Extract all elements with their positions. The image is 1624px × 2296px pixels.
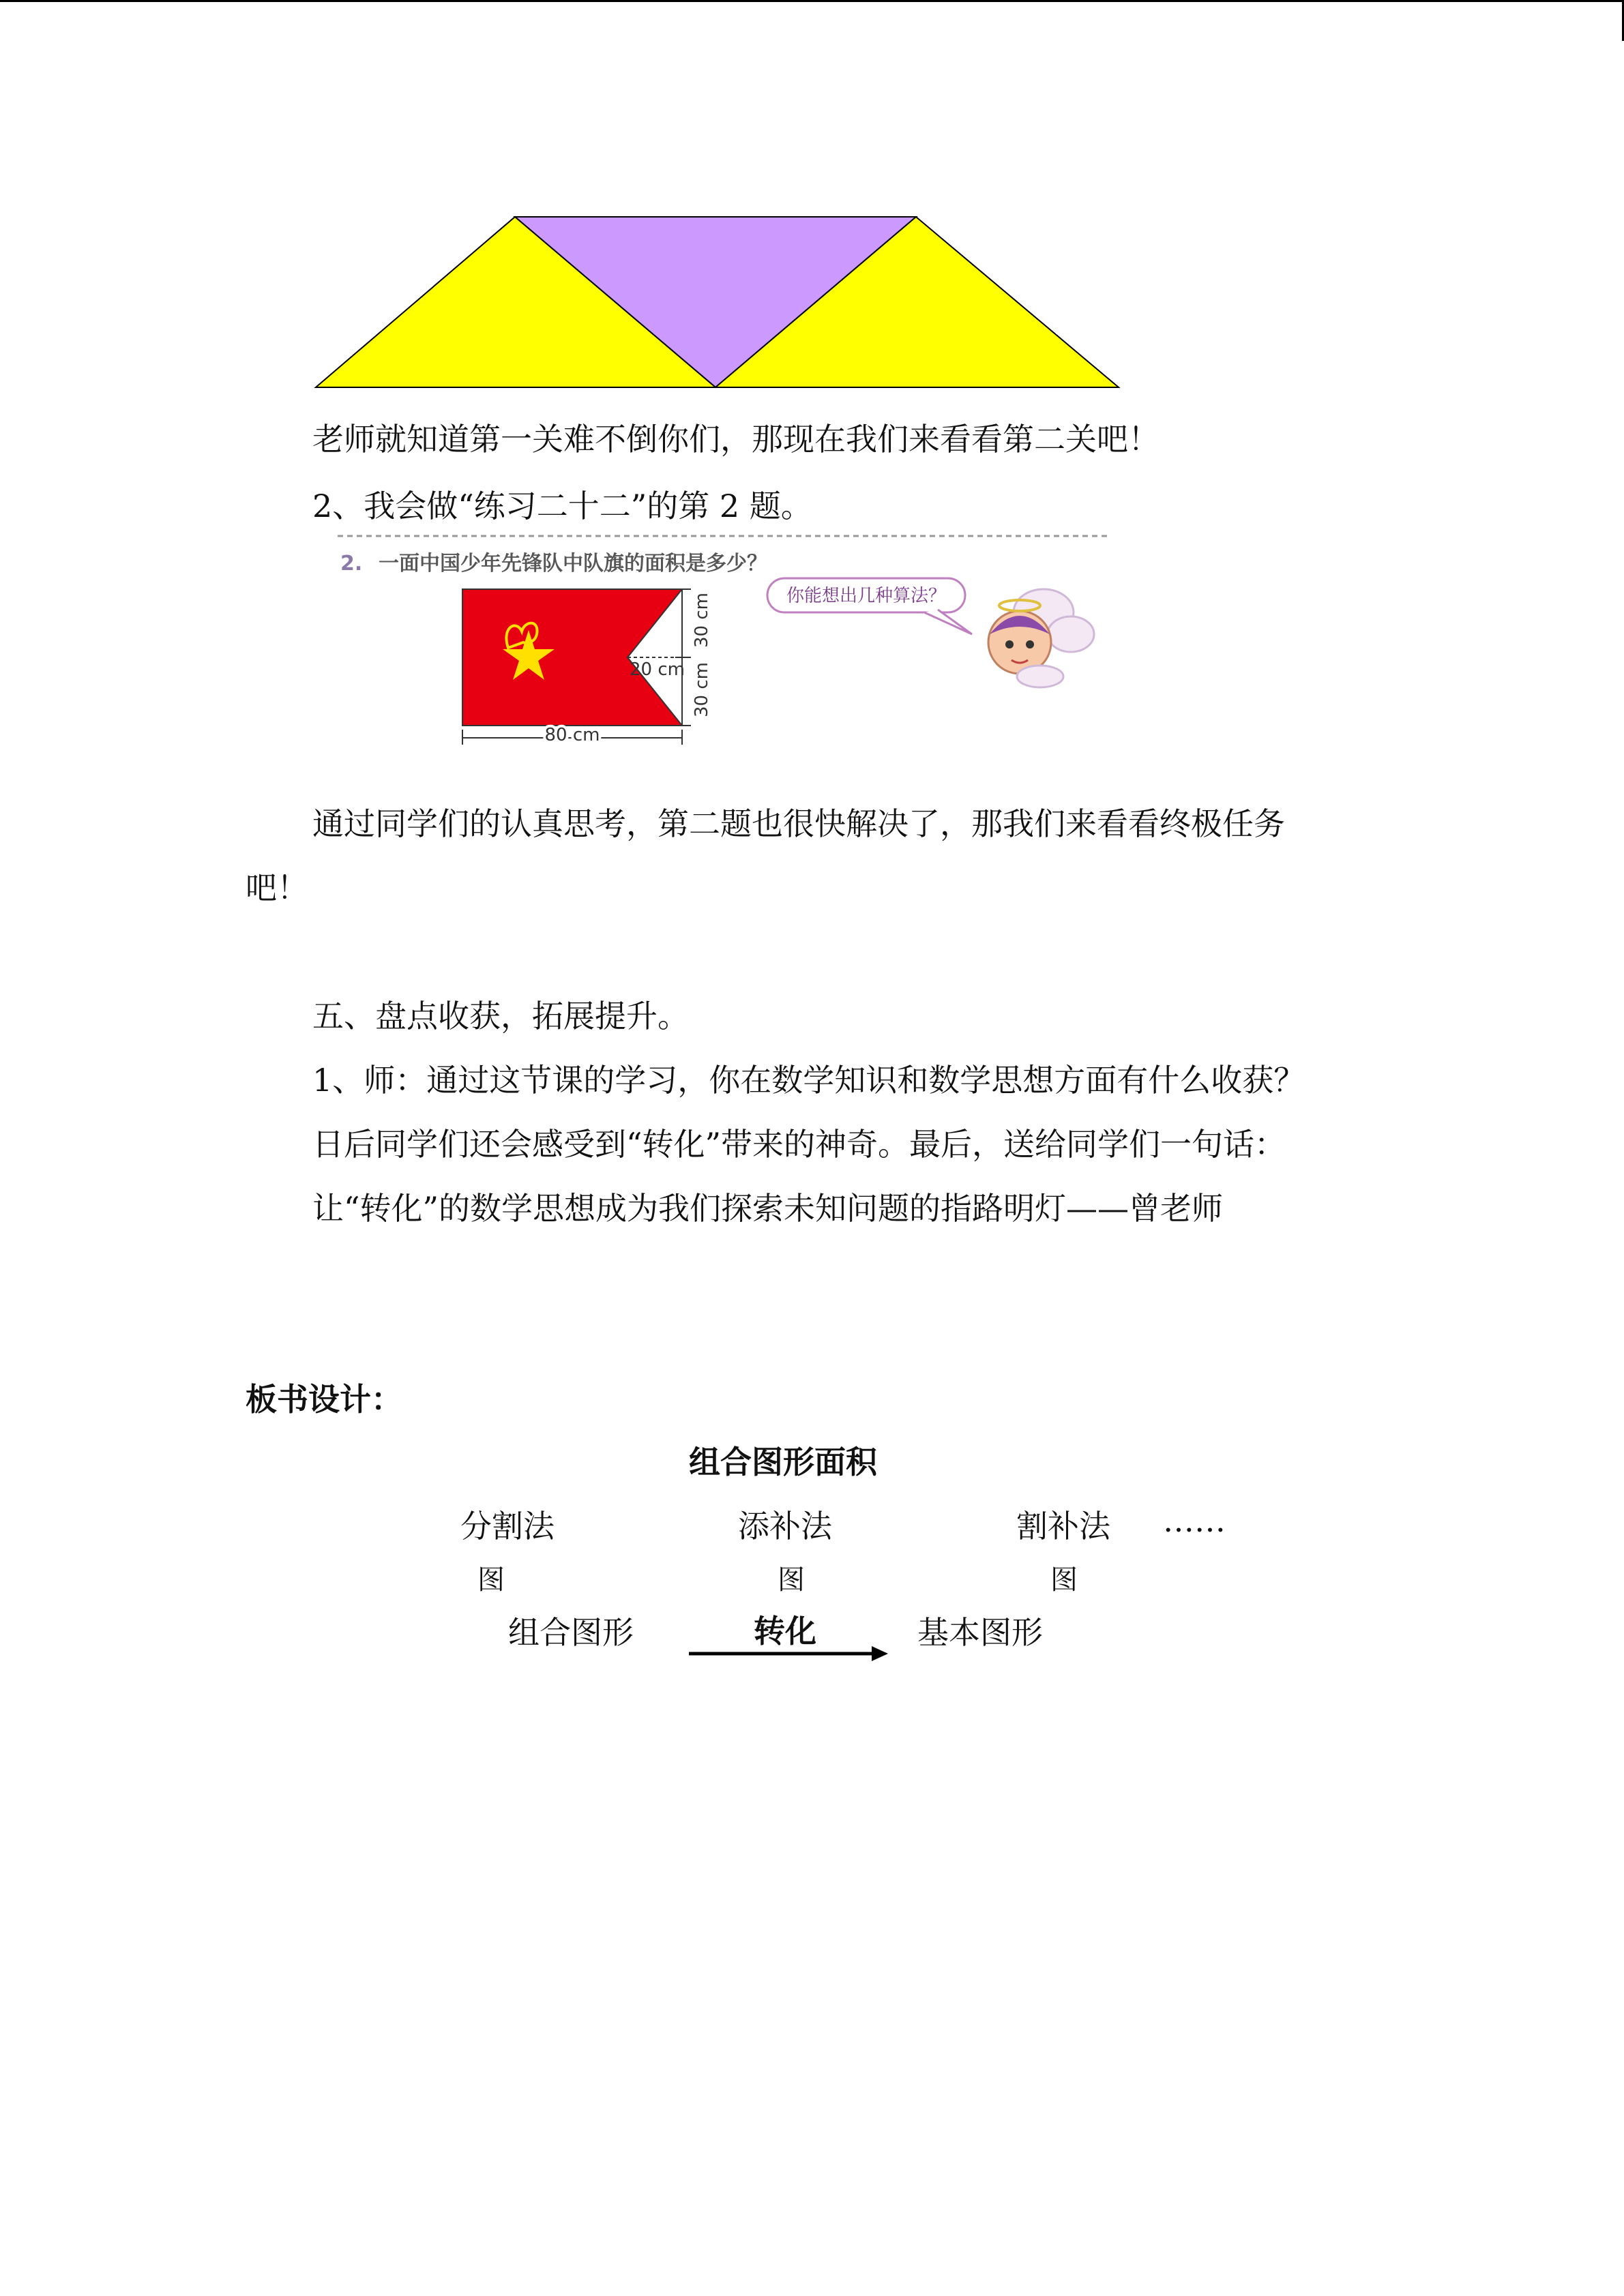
board-design-heading: 板书设计： <box>246 1381 402 1418</box>
paragraph-second-done-line2: 吧！ <box>246 869 308 906</box>
bottom-height-label: 30 cm <box>692 662 712 717</box>
method-cut-fill: 割补法 <box>1016 1508 1110 1545</box>
method-ellipsis: …… <box>1163 1502 1226 1539</box>
method-adding: 添补法 <box>738 1508 832 1545</box>
paragraph-first-level: 老师就知道第一关难不倒你们，那现在我们来看看第二关吧！ <box>312 421 1160 458</box>
triangle-composition-figure <box>310 211 1129 396</box>
speech-bubble-text: 你能想出几种算法？ <box>786 586 947 606</box>
paragraph-exercise-intro: 2、我会做“练习二十二”的第 2 题。 <box>312 488 812 524</box>
transform-label: 转化 <box>754 1613 816 1650</box>
paragraph-future-wonder: 日后同学们还会感受到“转化”带来的神奇。最后，送给同学们一句话： <box>312 1126 1286 1163</box>
top-height-label: 30 cm <box>692 593 712 648</box>
width-dimension-label: 80 cm <box>544 725 600 745</box>
transform-arrow-icon <box>689 1643 890 1664</box>
notch-dimension-label: 20 cm <box>630 659 685 680</box>
figure-label-3: 图 <box>1050 1564 1078 1596</box>
exercise-figure <box>338 532 1115 750</box>
method-splitting: 分割法 <box>460 1508 555 1545</box>
paragraph-second-done-line1: 通过同学们的认真思考，第二题也很快解决了，那我们来看看终极任务 <box>312 805 1285 842</box>
angel-character-icon <box>988 589 1094 687</box>
basic-figure-label: 基本图形 <box>917 1614 1043 1651</box>
paragraph-closing-quote: 让“转化”的数学思想成为我们探索未知问题的指路明灯——曾老师 <box>312 1190 1224 1227</box>
paragraph-teacher-question: 1、师：通过这节课的学习，你在数学知识和数学思想方面有什么收获？ <box>312 1062 1305 1099</box>
figure-label-2: 图 <box>778 1564 805 1596</box>
exercise-question: 一面中国少年先锋队中队旗的面积是多少？ <box>379 552 767 576</box>
figure-label-1: 图 <box>477 1564 505 1596</box>
composite-figure-label: 组合图形 <box>508 1614 634 1651</box>
section-five-heading: 五、盘点收获，拓展提升。 <box>312 998 689 1034</box>
page-top-border <box>0 0 1624 2</box>
board-title: 组合图形面积 <box>689 1444 877 1480</box>
exercise-number: 2. <box>340 552 363 576</box>
